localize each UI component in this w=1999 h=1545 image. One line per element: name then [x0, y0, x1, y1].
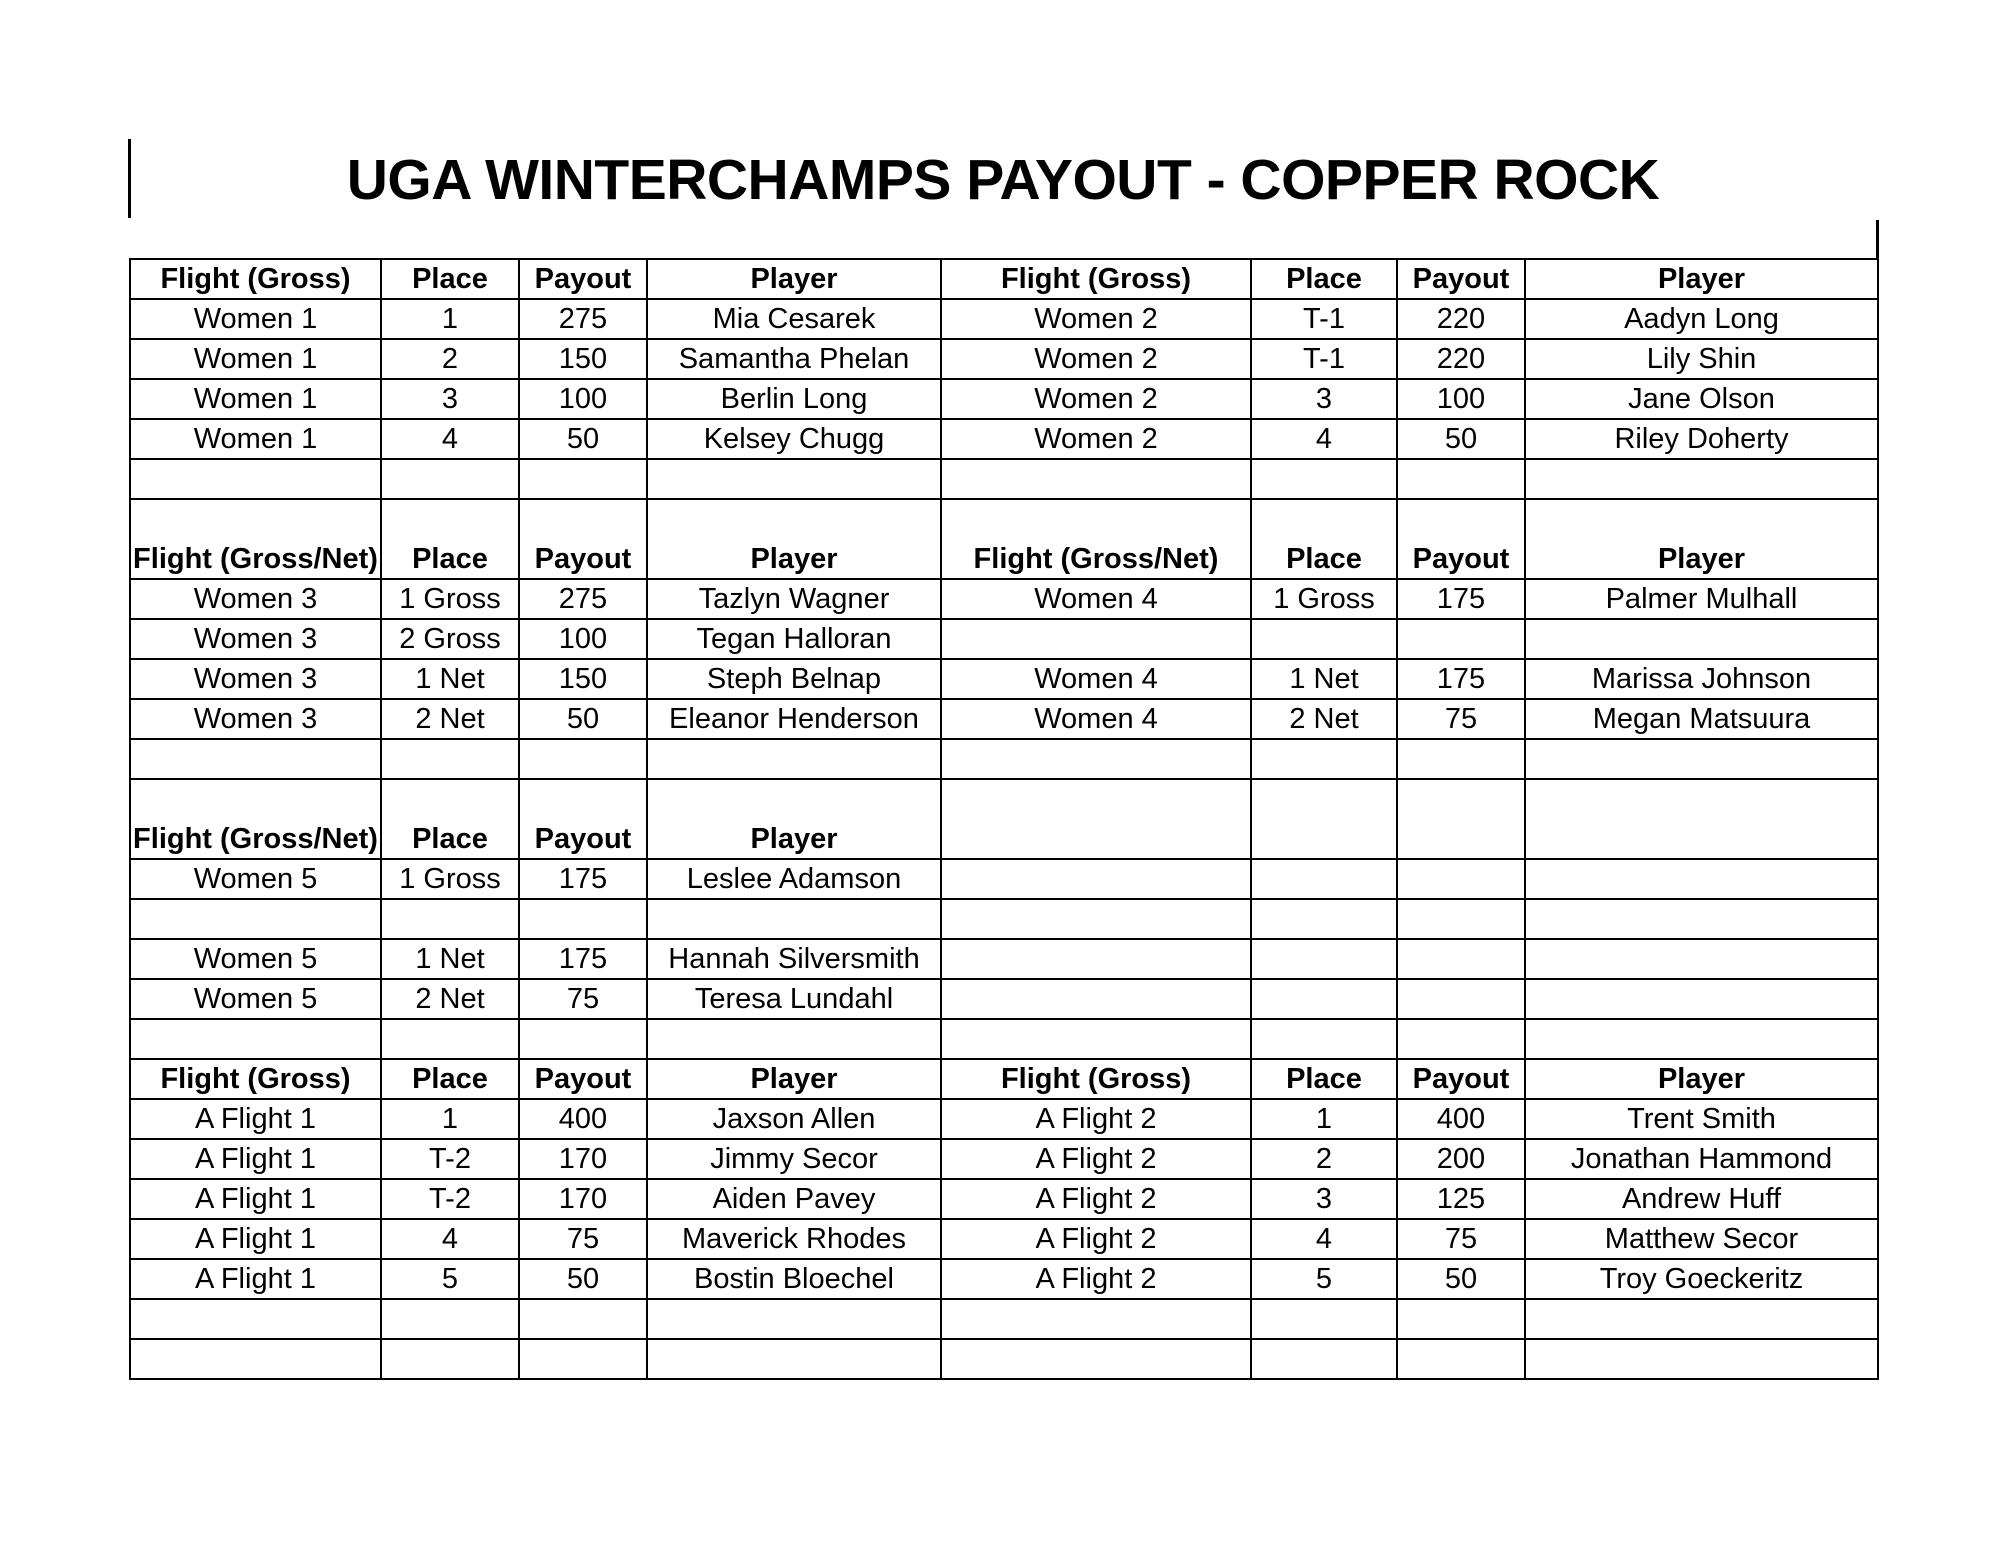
right-player-cell: Palmer Mulhall	[1525, 579, 1878, 619]
header-left-place-cell: Place	[381, 499, 519, 579]
left-player-cell	[647, 1339, 941, 1379]
right-payout-cell	[1397, 739, 1525, 779]
table-row	[130, 579, 1878, 619]
left-flight-cell	[130, 1339, 381, 1379]
left-payout-cell: 275	[519, 579, 647, 619]
right-place-cell	[1251, 979, 1397, 1019]
left-player-cell	[647, 459, 941, 499]
table-row	[130, 859, 1878, 899]
right-place-cell: 5	[1251, 1259, 1397, 1299]
table-row	[130, 419, 1878, 459]
right-player-cell: Matthew Secor	[1525, 1219, 1878, 1259]
header-left-player-cell: Player	[647, 1059, 941, 1099]
left-place-cell	[381, 1019, 519, 1059]
right-player-cell	[1525, 619, 1878, 659]
right-payout-cell: 175	[1397, 579, 1525, 619]
header-right-payout-cell	[1397, 779, 1525, 859]
header-row	[130, 1059, 1878, 1099]
blank-row	[130, 459, 1878, 499]
right-player-cell	[1525, 939, 1878, 979]
right-player-cell	[1525, 459, 1878, 499]
table-row	[130, 659, 1878, 699]
left-flight-cell: A Flight 1	[130, 1139, 381, 1179]
left-place-cell: 3	[381, 379, 519, 419]
left-place-cell: 4	[381, 419, 519, 459]
right-payout-cell: 220	[1397, 339, 1525, 379]
header-left-player-cell: Player	[647, 499, 941, 579]
header-right-flight-cell: Flight (Gross)	[941, 259, 1251, 299]
left-place-cell: 1	[381, 1099, 519, 1139]
right-payout-cell	[1397, 859, 1525, 899]
left-player-cell: Maverick Rhodes	[647, 1219, 941, 1259]
left-place-cell: 2	[381, 339, 519, 379]
header-right-payout-cell: Payout	[1397, 499, 1525, 579]
left-player-cell: Leslee Adamson	[647, 859, 941, 899]
right-flight-cell: Women 4	[941, 579, 1251, 619]
blank-row	[130, 739, 1878, 779]
header-row	[130, 259, 1878, 299]
right-payout-cell	[1397, 619, 1525, 659]
right-player-cell	[1525, 859, 1878, 899]
header-left-place-cell: Place	[381, 779, 519, 859]
right-payout-cell	[1397, 1019, 1525, 1059]
left-place-cell	[381, 899, 519, 939]
right-player-cell	[1525, 899, 1878, 939]
right-place-cell: T-1	[1251, 339, 1397, 379]
header-right-payout-cell: Payout	[1397, 1059, 1525, 1099]
left-flight-cell	[130, 1019, 381, 1059]
blank-row	[130, 1019, 1878, 1059]
left-place-cell	[381, 1339, 519, 1379]
table-row	[130, 339, 1878, 379]
left-player-cell: Bostin Bloechel	[647, 1259, 941, 1299]
left-payout-cell: 400	[519, 1099, 647, 1139]
right-flight-cell	[941, 619, 1251, 659]
left-place-cell: T-2	[381, 1139, 519, 1179]
header-left-flight-cell: Flight (Gross/Net)	[130, 779, 381, 859]
right-place-cell	[1251, 1339, 1397, 1379]
left-payout-cell	[519, 1299, 647, 1339]
right-player-cell: Marissa Johnson	[1525, 659, 1878, 699]
right-flight-cell	[941, 1019, 1251, 1059]
header-right-flight-cell: Flight (Gross)	[941, 1059, 1251, 1099]
left-payout-cell: 170	[519, 1139, 647, 1179]
right-player-cell: Aadyn Long	[1525, 299, 1878, 339]
header-row	[130, 499, 1878, 579]
right-place-cell: 3	[1251, 379, 1397, 419]
left-player-cell: Jaxson Allen	[647, 1099, 941, 1139]
right-place-cell: 4	[1251, 419, 1397, 459]
left-player-cell: Berlin Long	[647, 379, 941, 419]
left-flight-cell: Women 3	[130, 699, 381, 739]
right-flight-cell: A Flight 2	[941, 1139, 1251, 1179]
right-payout-cell	[1397, 1339, 1525, 1379]
right-payout-cell: 175	[1397, 659, 1525, 699]
right-place-cell: 4	[1251, 1219, 1397, 1259]
right-flight-cell	[941, 459, 1251, 499]
payout-table	[129, 258, 1879, 1380]
left-player-cell: Tegan Halloran	[647, 619, 941, 659]
left-flight-cell: A Flight 1	[130, 1219, 381, 1259]
header-right-payout-cell: Payout	[1397, 259, 1525, 299]
left-player-cell	[647, 1019, 941, 1059]
right-payout-cell: 220	[1397, 299, 1525, 339]
right-flight-cell: Women 2	[941, 339, 1251, 379]
right-payout-cell	[1397, 459, 1525, 499]
left-payout-cell	[519, 1019, 647, 1059]
page-title: UGA WINTERCHAMPS PAYOUT - COPPER ROCK	[346, 148, 1660, 212]
right-player-cell	[1525, 1019, 1878, 1059]
right-payout-cell: 75	[1397, 699, 1525, 739]
left-place-cell: 1	[381, 299, 519, 339]
left-payout-cell: 50	[519, 419, 647, 459]
header-left-payout-cell: Payout	[519, 499, 647, 579]
left-flight-cell	[130, 1299, 381, 1339]
right-flight-cell: Women 4	[941, 699, 1251, 739]
left-payout-cell	[519, 459, 647, 499]
table-row	[130, 299, 1878, 339]
left-player-cell: Teresa Lundahl	[647, 979, 941, 1019]
left-place-cell: 1 Gross	[381, 579, 519, 619]
right-place-cell: T-1	[1251, 299, 1397, 339]
left-place-cell	[381, 739, 519, 779]
left-payout-cell: 100	[519, 619, 647, 659]
blank-row	[130, 1339, 1878, 1379]
left-payout-cell: 75	[519, 979, 647, 1019]
left-payout-cell: 275	[519, 299, 647, 339]
left-flight-cell	[130, 739, 381, 779]
right-player-cell: Jane Olson	[1525, 379, 1878, 419]
left-payout-cell: 100	[519, 379, 647, 419]
left-place-cell: T-2	[381, 1179, 519, 1219]
right-place-cell	[1251, 739, 1397, 779]
right-place-cell	[1251, 1019, 1397, 1059]
right-place-cell	[1251, 459, 1397, 499]
left-flight-cell: A Flight 1	[130, 1259, 381, 1299]
left-payout-cell: 50	[519, 1259, 647, 1299]
blank-row	[130, 899, 1878, 939]
right-flight-cell: Women 2	[941, 419, 1251, 459]
left-place-cell	[381, 459, 519, 499]
right-flight-cell	[941, 1299, 1251, 1339]
right-payout-cell: 100	[1397, 379, 1525, 419]
table-row	[130, 1139, 1878, 1179]
header-left-player-cell: Player	[647, 779, 941, 859]
right-place-cell: 2 Net	[1251, 699, 1397, 739]
left-player-cell: Tazlyn Wagner	[647, 579, 941, 619]
left-player-cell: Kelsey Chugg	[647, 419, 941, 459]
left-payout-cell: 175	[519, 859, 647, 899]
right-place-cell: 2	[1251, 1139, 1397, 1179]
left-place-cell	[381, 1299, 519, 1339]
left-player-cell: Steph Belnap	[647, 659, 941, 699]
header-right-player-cell: Player	[1525, 1059, 1878, 1099]
table-row	[130, 619, 1878, 659]
right-payout-cell: 50	[1397, 1259, 1525, 1299]
left-payout-cell	[519, 899, 647, 939]
left-payout-cell: 175	[519, 939, 647, 979]
left-player-cell: Aiden Pavey	[647, 1179, 941, 1219]
right-player-cell	[1525, 1339, 1878, 1379]
right-flight-cell	[941, 979, 1251, 1019]
left-payout-cell: 75	[519, 1219, 647, 1259]
left-flight-cell: Women 5	[130, 859, 381, 899]
right-place-cell	[1251, 1299, 1397, 1339]
header-left-flight-cell: Flight (Gross)	[130, 1059, 381, 1099]
right-flight-cell	[941, 899, 1251, 939]
left-place-cell: 2 Gross	[381, 619, 519, 659]
right-flight-cell: Women 2	[941, 299, 1251, 339]
table-row	[130, 379, 1878, 419]
right-payout-cell: 400	[1397, 1099, 1525, 1139]
left-player-cell: Eleanor Henderson	[647, 699, 941, 739]
right-player-cell	[1525, 739, 1878, 779]
left-flight-cell: Women 1	[130, 339, 381, 379]
left-flight-cell: Women 3	[130, 619, 381, 659]
right-flight-cell: A Flight 2	[941, 1259, 1251, 1299]
header-left-payout-cell: Payout	[519, 1059, 647, 1099]
right-place-cell	[1251, 859, 1397, 899]
table-row	[130, 1099, 1878, 1139]
right-place-cell	[1251, 899, 1397, 939]
left-player-cell	[647, 899, 941, 939]
right-flight-cell	[941, 859, 1251, 899]
left-flight-cell: Women 3	[130, 659, 381, 699]
right-margin-line	[1876, 220, 1879, 258]
table-row	[130, 939, 1878, 979]
right-player-cell: Trent Smith	[1525, 1099, 1878, 1139]
left-place-cell: 1 Net	[381, 939, 519, 979]
right-flight-cell: A Flight 2	[941, 1219, 1251, 1259]
header-row	[130, 779, 1878, 859]
right-player-cell: Jonathan Hammond	[1525, 1139, 1878, 1179]
right-place-cell: 3	[1251, 1179, 1397, 1219]
left-flight-cell: A Flight 1	[130, 1099, 381, 1139]
header-right-flight-cell	[941, 779, 1251, 859]
table-row	[130, 699, 1878, 739]
left-flight-cell: Women 3	[130, 579, 381, 619]
right-payout-cell	[1397, 939, 1525, 979]
left-flight-cell: Women 1	[130, 419, 381, 459]
right-flight-cell: Women 4	[941, 659, 1251, 699]
right-payout-cell	[1397, 1299, 1525, 1339]
left-flight-cell: Women 1	[130, 299, 381, 339]
left-flight-cell	[130, 459, 381, 499]
header-right-place-cell: Place	[1251, 259, 1397, 299]
table-row	[130, 1259, 1878, 1299]
left-player-cell	[647, 1299, 941, 1339]
right-player-cell: Andrew Huff	[1525, 1179, 1878, 1219]
left-flight-cell: Women 5	[130, 939, 381, 979]
right-payout-cell: 75	[1397, 1219, 1525, 1259]
left-payout-cell: 150	[519, 659, 647, 699]
right-player-cell: Megan Matsuura	[1525, 699, 1878, 739]
header-right-player-cell: Player	[1525, 259, 1878, 299]
left-flight-cell	[130, 899, 381, 939]
right-player-cell	[1525, 1299, 1878, 1339]
right-flight-cell	[941, 939, 1251, 979]
right-flight-cell	[941, 739, 1251, 779]
left-place-cell: 1 Net	[381, 659, 519, 699]
right-player-cell: Lily Shin	[1525, 339, 1878, 379]
left-place-cell: 4	[381, 1219, 519, 1259]
left-flight-cell: Women 1	[130, 379, 381, 419]
header-left-payout-cell: Payout	[519, 259, 647, 299]
right-place-cell	[1251, 939, 1397, 979]
left-place-cell: 2 Net	[381, 979, 519, 1019]
right-player-cell: Troy Goeckeritz	[1525, 1259, 1878, 1299]
blank-row	[130, 1299, 1878, 1339]
left-player-cell: Hannah Silversmith	[647, 939, 941, 979]
left-payout-cell	[519, 739, 647, 779]
table-row	[130, 1219, 1878, 1259]
right-payout-cell	[1397, 979, 1525, 1019]
header-right-flight-cell: Flight (Gross/Net)	[941, 499, 1251, 579]
right-place-cell	[1251, 619, 1397, 659]
table-row	[130, 979, 1878, 1019]
left-payout-cell: 150	[519, 339, 647, 379]
header-left-place-cell: Place	[381, 259, 519, 299]
header-right-player-cell: Player	[1525, 499, 1878, 579]
header-left-flight-cell: Flight (Gross/Net)	[130, 499, 381, 579]
left-place-cell: 1 Gross	[381, 859, 519, 899]
left-flight-cell: Women 5	[130, 979, 381, 1019]
right-flight-cell: Women 2	[941, 379, 1251, 419]
left-place-cell: 2 Net	[381, 699, 519, 739]
left-flight-cell: A Flight 1	[130, 1179, 381, 1219]
header-right-place-cell	[1251, 779, 1397, 859]
left-player-cell	[647, 739, 941, 779]
left-payout-cell: 170	[519, 1179, 647, 1219]
header-right-player-cell	[1525, 779, 1878, 859]
right-flight-cell: A Flight 2	[941, 1179, 1251, 1219]
header-left-flight-cell: Flight (Gross)	[130, 259, 381, 299]
left-player-cell: Jimmy Secor	[647, 1139, 941, 1179]
right-player-cell	[1525, 979, 1878, 1019]
right-flight-cell: A Flight 2	[941, 1099, 1251, 1139]
header-left-place-cell: Place	[381, 1059, 519, 1099]
left-player-cell: Mia Cesarek	[647, 299, 941, 339]
right-place-cell: 1 Gross	[1251, 579, 1397, 619]
right-payout-cell	[1397, 899, 1525, 939]
table-row	[130, 1179, 1878, 1219]
header-left-payout-cell: Payout	[519, 779, 647, 859]
left-payout-cell: 50	[519, 699, 647, 739]
right-player-cell: Riley Doherty	[1525, 419, 1878, 459]
header-right-place-cell: Place	[1251, 1059, 1397, 1099]
header-right-place-cell: Place	[1251, 499, 1397, 579]
left-payout-cell	[519, 1339, 647, 1379]
right-payout-cell: 50	[1397, 419, 1525, 459]
right-payout-cell: 200	[1397, 1139, 1525, 1179]
left-player-cell: Samantha Phelan	[647, 339, 941, 379]
right-flight-cell	[941, 1339, 1251, 1379]
right-payout-cell: 125	[1397, 1179, 1525, 1219]
left-place-cell: 5	[381, 1259, 519, 1299]
right-place-cell: 1 Net	[1251, 659, 1397, 699]
header-left-player-cell: Player	[647, 259, 941, 299]
right-place-cell: 1	[1251, 1099, 1397, 1139]
